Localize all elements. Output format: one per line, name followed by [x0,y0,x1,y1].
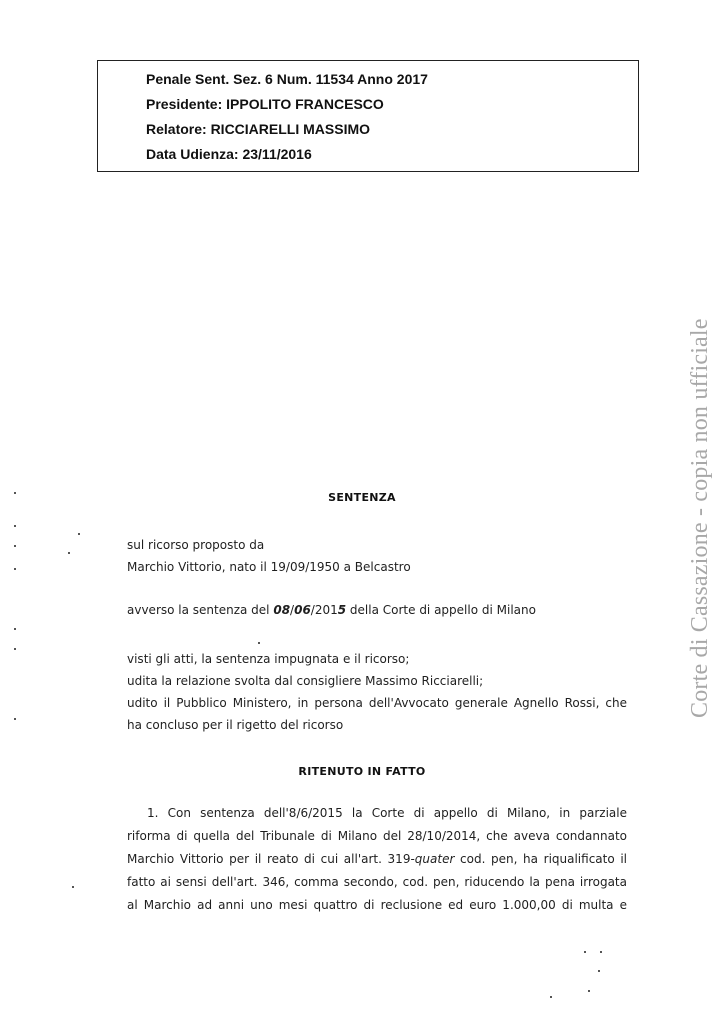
handwritten-month: 06 [294,603,311,617]
scan-speck [72,886,74,888]
data-udienza: Data Udienza: 23/11/2016 [146,146,312,162]
case-header-box [97,60,639,172]
ritenuto-line-1: 1. Con sentenza dell'8/6/2015 la Corte di appello di Milano, in parziale [147,806,627,820]
scan-speck [598,970,600,972]
watermark: Corte di Cassazione - copia non ufficiale [687,318,713,718]
udita-line: udita la relazione svolta dal consigliere Massimo Ricciarelli; [127,674,484,688]
quater-italic: quater [414,852,455,866]
handwritten-day: 08 [273,603,291,617]
scan-speck [14,492,16,494]
scan-speck [550,996,552,998]
ricorso-line: sul ricorso proposto da [127,538,265,552]
scan-speck [588,990,590,992]
scan-speck [14,628,16,630]
udito-line: udito il Pubblico Ministero, in persona dell'Avvocato generale Agnello Rossi, che [127,696,627,710]
relatore: Relatore: RICCIARELLI MASSIMO [146,121,371,137]
ritenuto-line-2: riforma di quella del Tribunale di Milano del 28/10/2014, che aveva condannato [127,829,627,843]
ricorrente-line: Marchio Vittorio, nato il 19/09/1950 a Belcastro [127,560,411,574]
scan-speck [14,545,16,547]
ritenuto-title: RITENUTO IN FATTO [298,765,426,778]
scan-speck [14,718,16,720]
presidente: Presidente: IPPOLITO FRANCESCO [146,96,384,112]
handwritten-year-digit: 5 [337,603,347,617]
concluso-line: ha concluso per il rigetto del ricorso [127,718,344,732]
scan-speck [14,568,16,570]
scan-speck [584,951,586,953]
date-separator: / [290,603,295,617]
avverso-text: avverso la sentenza del [127,603,274,617]
ritenuto-line-3-end: cod. pen, ha riqualificato il [454,852,627,866]
ritenuto-line-5: al Marchio ad anni uno mesi quattro di reclusione ed euro 1.000,00 di multa e [127,898,627,912]
scan-speck [78,533,80,535]
scan-speck [258,642,260,644]
sentenza-title: SENTENZA [328,491,396,504]
ritenuto-line-3 [127,852,627,866]
scan-speck [14,648,16,650]
scan-speck [14,525,16,527]
avverso-court: della Corte di appello di Milano [346,603,536,617]
ritenuto-line-3-start: Marchio Vittorio per il reato di cui all'art. 319- [127,852,415,866]
scan-speck [600,951,602,953]
visti-line: visti gli atti, la sentenza impugnata e il ricorso; [127,652,410,666]
date-year-prefix: /201 [310,603,338,617]
ritenuto-line-4: fatto ai sensi dell'art. 346, comma secondo, cod. pen, riducendo la pena irrogata [127,875,627,889]
scan-speck [68,552,70,554]
avverso-line [127,603,536,617]
case-number: Penale Sent. Sez. 6 Num. 11534 Anno 2017 [146,71,428,87]
